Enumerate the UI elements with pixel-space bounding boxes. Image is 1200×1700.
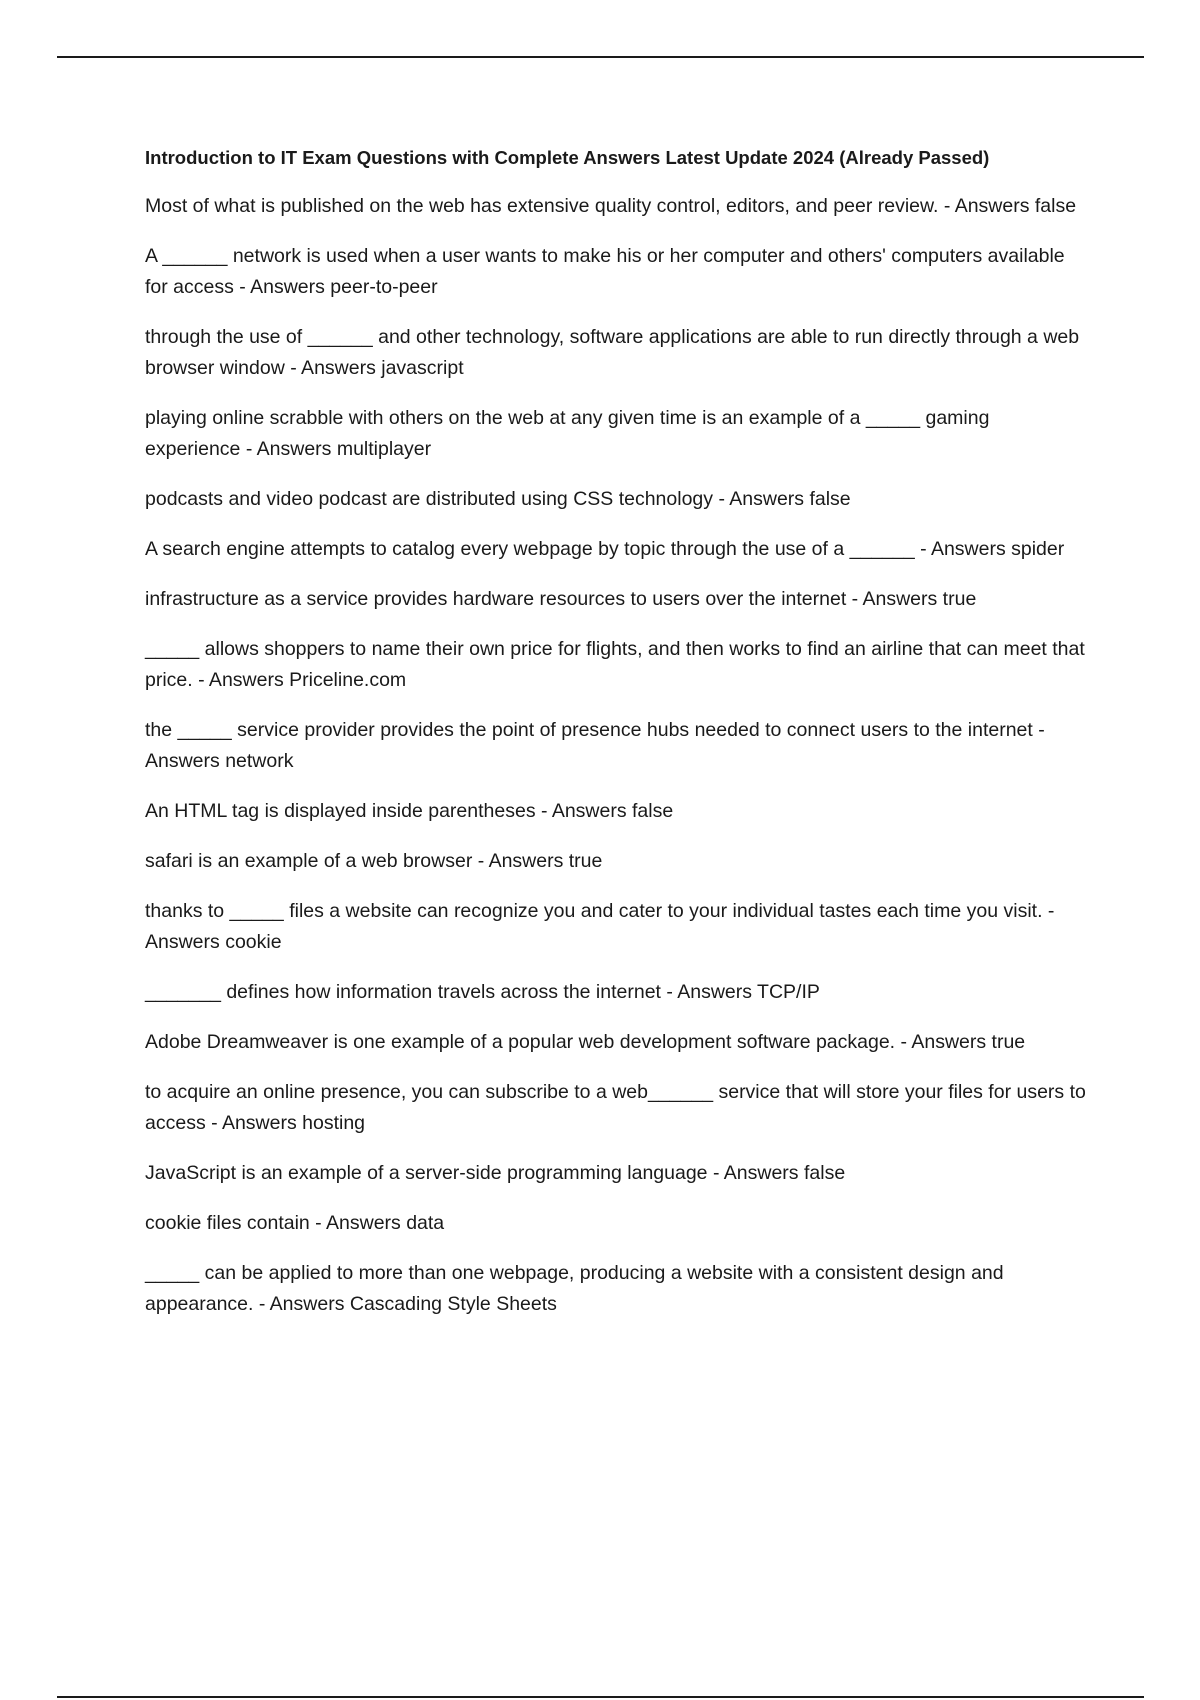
qa-item: thanks to _____ files a website can recognize you and cater to your individual tastes each time you visit. - Answers cookie — [145, 900, 1055, 953]
qa-item: An HTML tag is displayed inside parentheses - Answers false — [145, 800, 674, 822]
document-title: Introduction to IT Exam Questions with Complete Answers Latest Update 2024 (Already Passed) — [145, 147, 990, 168]
qa-item: _______ defines how information travels across the internet - Answers TCP/IP — [145, 981, 820, 1003]
qa-item: _____ can be applied to more than one webpage, producing a website with a consistent design and appearance. - Answers Cascading Style Sheets — [145, 1262, 1004, 1315]
qa-item: infrastructure as a service provides hardware resources to users over the internet - Answers true — [145, 588, 977, 610]
qa-item: _____ allows shoppers to name their own price for flights, and then works to find an airline that can meet that price. - Answers Priceline.com — [145, 638, 1085, 691]
qa-item: JavaScript is an example of a server-side programming language - Answers false — [145, 1162, 846, 1184]
qa-item: A search engine attempts to catalog every webpage by topic through the use of a ______ - Answers spider — [145, 538, 1065, 560]
qa-item: through the use of ______ and other technology, software applications are able to run directly through a web browser window - Answers javascript — [145, 326, 1080, 379]
qa-item: Adobe Dreamweaver is one example of a popular web development software package. - Answers true — [145, 1031, 1026, 1053]
document-body — [145, 143, 1090, 1339]
qa-item: to acquire an online presence, you can subscribe to a web______ service that will store your files for users to access - Answers hosting — [145, 1081, 1086, 1134]
header-rule — [57, 56, 1144, 58]
qa-item: podcasts and video podcast are distributed using CSS technology - Answers false — [145, 488, 851, 510]
qa-item: playing online scrabble with others on the web at any given time is an example of a _____ gaming experience - Answers multiplayer — [145, 407, 990, 460]
footer-rule — [57, 1696, 1144, 1698]
qa-item: Most of what is published on the web has extensive quality control, editors, and peer review. - Answers false — [145, 195, 1077, 217]
qa-item: cookie files contain - Answers data — [145, 1212, 445, 1234]
qa-item: safari is an example of a web browser - Answers true — [145, 850, 603, 872]
qa-item: the _____ service provider provides the point of presence hubs needed to connect users to the internet - Answers network — [145, 719, 1045, 772]
qa-item: A ______ network is used when a user wants to make his or her computer and others' computers available for access - Answers peer-to-peer — [145, 245, 1065, 298]
